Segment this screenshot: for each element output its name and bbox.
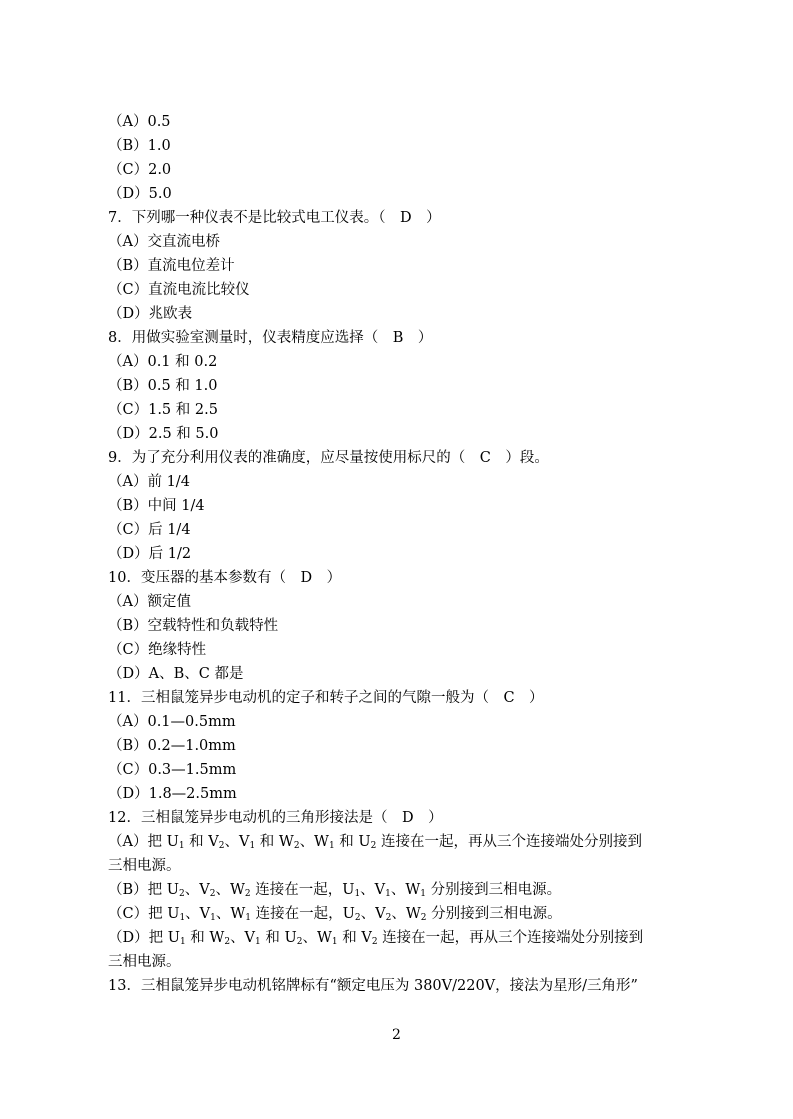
question-7: 7．下列哪一种仪表不是比较式电工仪表。（ D ） — [108, 210, 441, 226]
option-12a-line2: 三相电源。 — [108, 858, 181, 874]
option-10c: （C）绝缘特性 — [108, 642, 207, 658]
option-12a-line1: （A）把 $U_1$ 和 $V_2$、$V_1$ 和 $W_2$、$W_1$ 和 $U_2$ 连接在一起，再从三个连接端处分别接到 — [108, 834, 642, 851]
option-9a: （A）前 1/4 — [108, 474, 190, 490]
option-12d-line2: 三相电源。 — [108, 954, 181, 970]
question-8: 8．用做实验室测量时，仪表精度应选择（ B ） — [108, 330, 433, 346]
option-10d: （D）A、B、C 都是 — [108, 666, 244, 682]
option-9d: （D）后 1/2 — [108, 546, 192, 562]
option-11a: （A）0.1—0.5mm — [108, 714, 236, 730]
question-11: 11．三相鼠笼异步电动机的定子和转子之间的气隙一般为（ C ） — [108, 690, 544, 706]
page-content — [108, 110, 698, 998]
option-12c: （C）把 $U_1$、$V_1$、$W_1$ 连接在一起，$U_2$、$V_2$、$W_2$ 分别接到三相电源。 — [108, 906, 562, 923]
option-11d: （D）1.8—2.5mm — [108, 786, 237, 802]
option-12d-line1: （D）把 $U_1$ 和 $W_2$、$V_1$ 和 $U_2$、$W_1$ 和 $V_2$ 连接在一起，再从三个连接端处分别接到 — [108, 930, 644, 947]
option-5d: （D）5.0 — [108, 186, 172, 202]
option-8d: （D）2.5 和 5.0 — [108, 426, 219, 442]
option-8a: （A）0.1 和 0.2 — [108, 354, 218, 370]
question-13: 13．三相鼠笼异步电动机铭牌标有“额定电压为 380V/220V，接法为星形/三角形” — [108, 978, 638, 994]
option-12b: （B）把 $U_2$、$V_2$、$W_2$ 连接在一起，$U_1$、$V_1$、$W_1$ 分别接到三相电源。 — [108, 882, 562, 899]
option-8b: （B）0.5 和 1.0 — [108, 378, 218, 394]
question-9: 9．为了充分利用仪表的准确度，应尽量按使用标尺的（ C ）段。 — [108, 450, 549, 466]
option-7a: （A）交直流电桥 — [108, 234, 220, 250]
option-5a: （A）0.5 — [108, 114, 171, 130]
option-9b: （B）中间 1/4 — [108, 498, 205, 514]
question-12: 12．三相鼠笼异步电动机的三角形接法是（ D ） — [108, 810, 443, 826]
option-7c: （C）直流电流比较仪 — [108, 282, 250, 298]
option-9c: （C）后 1/4 — [108, 522, 191, 538]
page-number: 2 — [392, 1027, 401, 1043]
option-7b: （B）直流电位差计 — [108, 258, 235, 274]
option-5c: （C）2.0 — [108, 162, 172, 178]
option-11b: （B）0.2—1.0mm — [108, 738, 236, 754]
option-11c: （C）0.3—1.5mm — [108, 762, 237, 778]
option-7d: （D）兆欧表 — [108, 306, 193, 322]
question-10: 10．变压器的基本参数有（ D ） — [108, 570, 342, 586]
option-5b: （B）1.0 — [108, 138, 171, 154]
option-10b: （B）空载特性和负载特性 — [108, 618, 279, 634]
option-8c: （C）1.5 和 2.5 — [108, 402, 218, 418]
option-10a: （A）额定值 — [108, 594, 191, 610]
